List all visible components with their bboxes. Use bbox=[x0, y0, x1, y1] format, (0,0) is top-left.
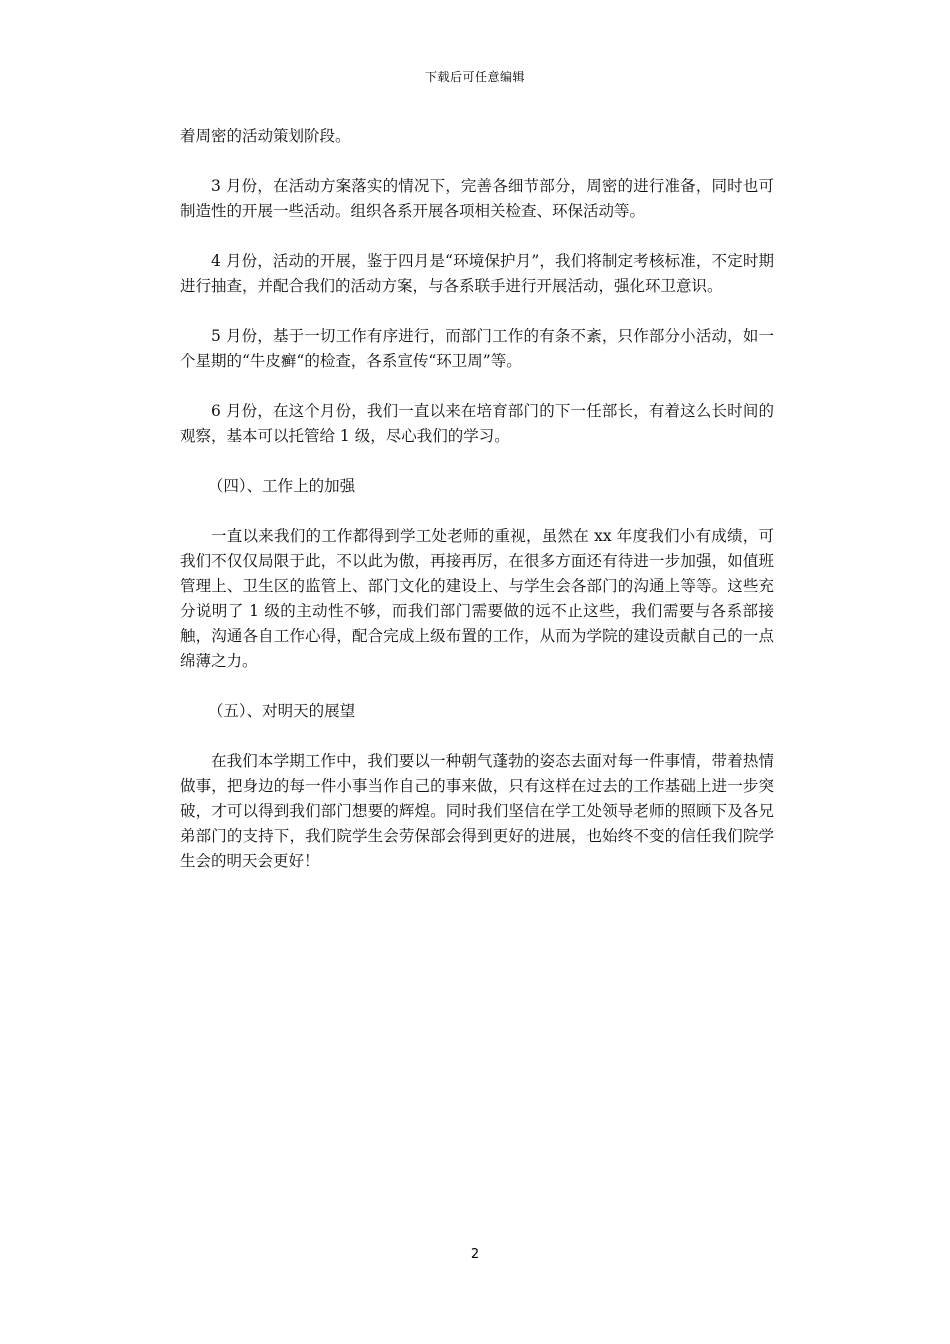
page-header: 下载后可任意编辑 bbox=[424, 70, 525, 84]
paragraph-continuation: 着周密的活动策划阶段。 bbox=[180, 127, 351, 145]
paragraph-april: 4 月份，活动的开展，鉴于四月是“环境保护月”，我们将制定考核标准，不定时期进行抽查，并配合我们的活动方案，与各系联手进行开展活动，强化环卫意识。 bbox=[180, 252, 774, 295]
page-number: 2 bbox=[470, 1247, 480, 1262]
document-body bbox=[180, 124, 774, 899]
paragraph-may: 5 月份，基于一切工作有序进行，而部门工作的有条不紊，只作部分小活动，如一个星期的“牛皮癣“的检查，各系宣传“环卫周”等。 bbox=[180, 327, 774, 370]
section-heading-strengthen-work: （四）、工作上的加强 bbox=[207, 477, 356, 495]
paragraph-outlook: 在我们本学期工作中，我们要以一种朝气蓬勃的姿态去面对每一件事情，带着热情做事，把身边的每一件小事当作自己的事来做，只有这样在过去的工作基础上进一步突破，才可以得到我们部门想要的辉煌。同时我们坚信在学工处领导老师的照顾下及各兄弟部门的支持下，我们院学生会劳保部会得到更好的进展，也始终不变的信任我们院学生会的明天会更好！ bbox=[180, 752, 774, 870]
paragraph-march: 3 月份，在活动方案落实的情况下，完善各细节部分，周密的进行准备，同时也可制造性的开展一些活动。组织各系开展各项相关检查、环保活动等。 bbox=[180, 177, 774, 220]
paragraph-strengthen-work: 一直以来我们的工作都得到学工处老师的重视，虽然在 xx 年度我们小有成绩，可我们不仅仅局限于此，不以此为傲，再接再厉，在很多方面还有待进一步加强，如值班管理上、卫生区的监管上、部门文化的建设上、与学生会各部门的沟通上等等。这些充分说明了 1 级的主动性不够，而我们部门需要做的远不止这些，我们需要与各系部接触，沟通各自工作心得，配合完成上级布置的工作，从而为学院的建设贡献自己的一点绵薄之力。 bbox=[180, 527, 774, 670]
paragraph-june: 6 月份，在这个月份，我们一直以来在培育部门的下一任部长，有着这么长时间的观察，基本可以托管给 1 级，尽心我们的学习。 bbox=[180, 402, 774, 445]
section-heading-outlook: （五）、对明天的展望 bbox=[207, 702, 356, 720]
